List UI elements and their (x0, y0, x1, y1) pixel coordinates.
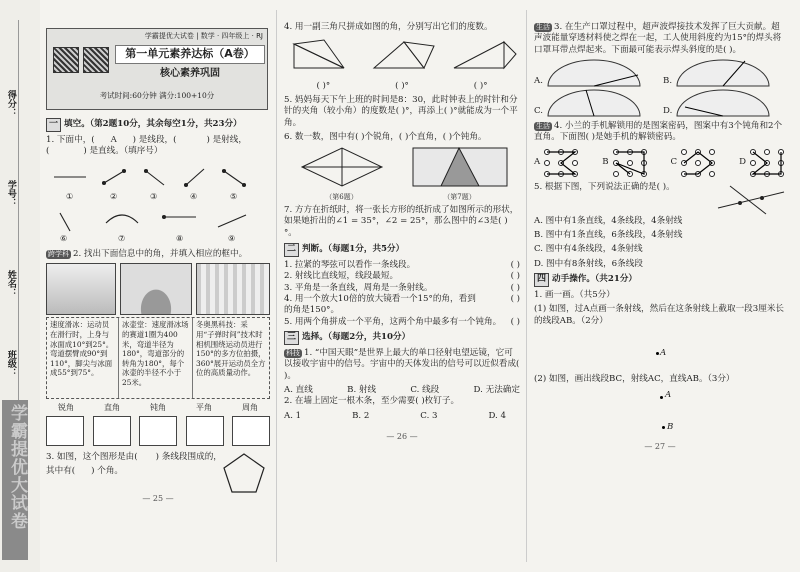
lines-figure (716, 182, 786, 216)
section-hands-on-title: 动手操作。（共21分） (552, 274, 638, 285)
fig6-caption: （第6题） (325, 192, 358, 201)
lock-pattern-icon (679, 147, 717, 179)
column-divider (526, 10, 527, 562)
exam-subtitle: 核心素养巩固 (160, 68, 220, 79)
answer-boxes (46, 416, 270, 446)
cat-straight: 平角 (196, 403, 212, 413)
qr-code (53, 47, 79, 73)
venue-photo (196, 263, 270, 315)
exam-title: 第一单元素养达标（A卷） (115, 45, 265, 64)
series-line: 学霸提优大试卷 | 数学 · 四年级上 · RJ (144, 32, 263, 40)
option[interactable]: B. 2 (352, 410, 370, 421)
draw-area-2[interactable] (534, 388, 786, 442)
page-number: — 25 — (142, 493, 174, 503)
skater-photo (46, 263, 116, 315)
question-4: 4. 用一副三角尺拼成如图的角，分别写出它们的度数。 (284, 22, 493, 32)
section-choice-title: 选择。（每题2分，共10分） (302, 331, 411, 342)
option[interactable]: B. 射线 (347, 384, 377, 395)
shape-label: ⑥ (60, 233, 68, 243)
student-id-label: 学号： (5, 180, 16, 207)
info-cell: 冬奥黑科技：采用“子弹时间”技术时相机围绕运动员进行150°的多方位拍摄，360°展开运动员全方位的高质量动作。 (196, 320, 266, 378)
q4-answer[interactable]: ( )° (316, 80, 331, 91)
lock-option-a[interactable]: A (534, 147, 580, 179)
choice-1-options (284, 385, 520, 396)
practice-1: 1. 画一画。（共5分） (534, 289, 615, 300)
q4-answer[interactable]: ( )° (395, 80, 409, 91)
life-tag: 生活 (536, 23, 550, 31)
protractor-option-c[interactable]: C. (534, 89, 657, 117)
question-6: 6. 数一数，图中有( )个锐角，( )个直角，( )个钝角。 (284, 132, 487, 143)
option[interactable]: B. 图中有1条直线，6条线段，4条射线 (534, 230, 683, 241)
point-b-dot (662, 426, 665, 429)
info-cell: 速度滑冰：运动员在滑行时，上身与冰面成10°到25°。弯道摆臂成90°到110°，脚尖与冰面成55°到75°。 (47, 318, 119, 398)
section-icon: 二 (284, 243, 299, 257)
question-7: 7. 方方在折纸时，将一张长方形的纸折成了如图所示的形状，如果她折出的∠1 = 35°，∠2 = 25°，那么图中的∠3是( )°。 (284, 204, 519, 238)
question-5: 5. 妈妈每天下午上班的时间是8：30，此时钟表上的时针和分针的夹角（较小角）的度数是( )°，再添上( )°就能成为一个平角。 (284, 95, 518, 128)
choice-4: 生活 4. 小兰的手机解锁用的是图案密码，图案中有3个钝角和2个直角。下面图( )是她手机的解锁密码。 (534, 121, 783, 143)
protractor-option-d[interactable]: D. (663, 89, 786, 117)
judge-blank[interactable]: ( ) (510, 293, 520, 304)
fig7-caption: （第7题） (443, 192, 476, 201)
choice-2-options (284, 411, 520, 422)
photo-row (46, 263, 270, 315)
exam-meta: 考试时间:60分钟 满分:100+10分 (99, 91, 215, 100)
name-label: 姓名： (5, 270, 16, 297)
judge-item: 2. 射线比直线短，线段最短。 ( ) (284, 271, 520, 282)
info-table (46, 317, 270, 399)
point-a-label: A (665, 390, 672, 401)
right-column (534, 22, 786, 560)
lock-option-b[interactable]: B (602, 147, 648, 179)
folded-paper-figure (411, 146, 509, 188)
choice-1: 科技 1. “中国天眼”是世界上最大的单口径射电望远镜，它可以接收宇宙中的信号。宇宙中的天体发出的信号可以近似看成( )。 (284, 347, 520, 381)
judge-blank[interactable]: ( ) (510, 282, 520, 293)
judge-item: 1. 拉紧的琴弦可以看作一条线段。 ( ) (284, 259, 520, 270)
option[interactable]: A. 1 (284, 410, 302, 421)
judge-blank[interactable]: ( ) (510, 271, 520, 282)
judge-item: 4. 用一个放大10倍的放大镜看一个15°的角，看到的角是150°。 ( ) (284, 293, 520, 316)
stadium-photo (120, 263, 192, 315)
section-icon: 四 (534, 273, 549, 287)
judge-item: 5. 用两个角拼成一个平角，这两个角中最多有一个钝角。 ( ) (284, 316, 520, 327)
section-icon: 一 (46, 118, 61, 132)
protractor-option-a[interactable]: A. (534, 59, 657, 87)
left-column (46, 118, 270, 560)
shape-label: ② (110, 191, 118, 201)
cat-full: 周角 (242, 403, 258, 413)
shape-label: ⑤ (230, 191, 238, 201)
choice-5: 5. 根据下图，下列说法正确的是( )。 (534, 181, 675, 192)
option[interactable]: A. 图中有1条直线，4条线段，4条射线 (534, 215, 683, 226)
cat-acute: 锐角 (58, 403, 74, 413)
lock-option-c[interactable]: C (671, 147, 718, 179)
figure-6 (296, 146, 388, 202)
q4-answers (284, 81, 520, 92)
figure-7 (411, 146, 509, 202)
info-cell: 冰壶堂：速度滑冰场的赛道1圈为400米，弯道半径为180°，弯道部分的转角为180°，每个冰壶的半径不小于25米。 (119, 318, 193, 398)
protractor-icon (675, 59, 771, 87)
shape-label: ⑧ (176, 233, 184, 243)
point-a-dot (660, 396, 663, 399)
choice-2: 2. 在墙上固定一根木条，至少需要( )枚钉子。 (284, 396, 460, 407)
judge-blank[interactable]: ( ) (510, 316, 520, 327)
class-label: 班级： (5, 350, 16, 377)
protractor-icon (675, 89, 771, 117)
exam-header (46, 28, 268, 110)
series-banner: 学霸提优大试卷 (2, 400, 28, 560)
lock-pattern-icon (542, 147, 580, 179)
protractor-options (534, 59, 786, 117)
option[interactable]: D. 无法确定 (473, 384, 520, 395)
option[interactable]: A. 直线 (284, 384, 313, 395)
practice-1b: (2) 如图，画出线段BC，射线AC，直线AB。（3分） (534, 374, 735, 384)
score-label: 得分： (5, 90, 16, 117)
answer-box-acute[interactable] (46, 416, 84, 446)
section-judge-title: 判断。（每题1分，共5分） (302, 244, 405, 255)
column-divider (276, 10, 277, 562)
answer-box-straight[interactable] (186, 416, 224, 446)
point-a-label: A (660, 348, 667, 358)
shape-label: ① (66, 191, 74, 201)
cross-subject-tag: 跨学科 (48, 249, 69, 258)
tech-tag: 科技 (286, 348, 300, 357)
option[interactable]: C. 3 (420, 410, 438, 421)
judge-item: 3. 平角是一条直线，周角是一条射线。 ( ) (284, 282, 520, 293)
section-fill-title: 填空。（第2题10分，其余每空1分，共23分） (64, 119, 242, 129)
choice-3: 生活 3. 在生产口罩过程中，超声波焊接技术发挥了巨大贡献。超声波能量穿透材料使之焊在一起，工人使用斜度约为15°的焊头将口罩耳带点焊起来。下面最可能表示焊头斜度的是( )。 (534, 22, 782, 55)
pentagon-figure (222, 452, 266, 494)
page-number: — 26 — (386, 431, 418, 441)
shape-label: ⑨ (228, 233, 236, 243)
qr-code (83, 47, 109, 73)
question-2: 跨学科 2. 找出下面信息中的角，并填入相应的框中。 (48, 248, 248, 259)
protractor-option-b[interactable]: B. (663, 59, 786, 87)
life-tag: 生活 (536, 122, 550, 131)
practice-1a: (1) 如图，过A点画一条射线，然后在这条射线上截取一段3厘米长的线段AB。（2分） (534, 304, 785, 326)
draw-area-1[interactable] (534, 330, 786, 374)
q4-answer[interactable]: ( )° (473, 80, 488, 91)
shape-label: ⑦ (118, 233, 126, 243)
page-number: — 27 — (644, 442, 676, 452)
fig-6-7 (284, 146, 520, 202)
lock-pattern-icon (748, 147, 786, 179)
rhombus-figure (296, 146, 388, 188)
lock-option-d[interactable]: D (739, 147, 786, 179)
option[interactable]: D. 4 (488, 410, 506, 421)
lock-pattern-icon (611, 147, 649, 179)
option[interactable]: D. 图中有8条射线，6条线段 (534, 258, 643, 269)
question-1: 1. 下面中，( A ) 是线段，( ) 是射线， ( ) 是直线。（填序号） (46, 134, 247, 157)
answer-box-obtuse[interactable] (139, 416, 177, 446)
section-icon: 三 (284, 331, 299, 345)
line-shapes-figure (46, 161, 268, 243)
choice-5-row (534, 182, 786, 216)
question-3: 3. 如图，这个图形是由( ) 条线段围成的， 其中有( ) 个角。 (46, 452, 270, 492)
option[interactable]: C. 线段 (410, 384, 440, 395)
lock-pattern-options (534, 147, 786, 179)
protractor-icon (546, 59, 642, 87)
set-square-figure (284, 36, 518, 76)
cat-obtuse: 钝角 (150, 403, 166, 413)
shape-label: ③ (150, 191, 158, 201)
middle-column (284, 22, 520, 560)
answer-box-full[interactable] (232, 416, 270, 446)
point-a-dot (656, 352, 659, 355)
cat-right: 直角 (104, 403, 120, 413)
option[interactable]: C. 图中有4条线段，4条射线 (534, 244, 643, 255)
point-b-label: B (667, 422, 674, 433)
answer-box-right[interactable] (93, 416, 131, 446)
protractor-icon (546, 89, 642, 117)
angle-category-labels (46, 403, 270, 414)
shape-label: ④ (190, 191, 198, 201)
judge-blank[interactable]: ( ) (510, 259, 520, 270)
